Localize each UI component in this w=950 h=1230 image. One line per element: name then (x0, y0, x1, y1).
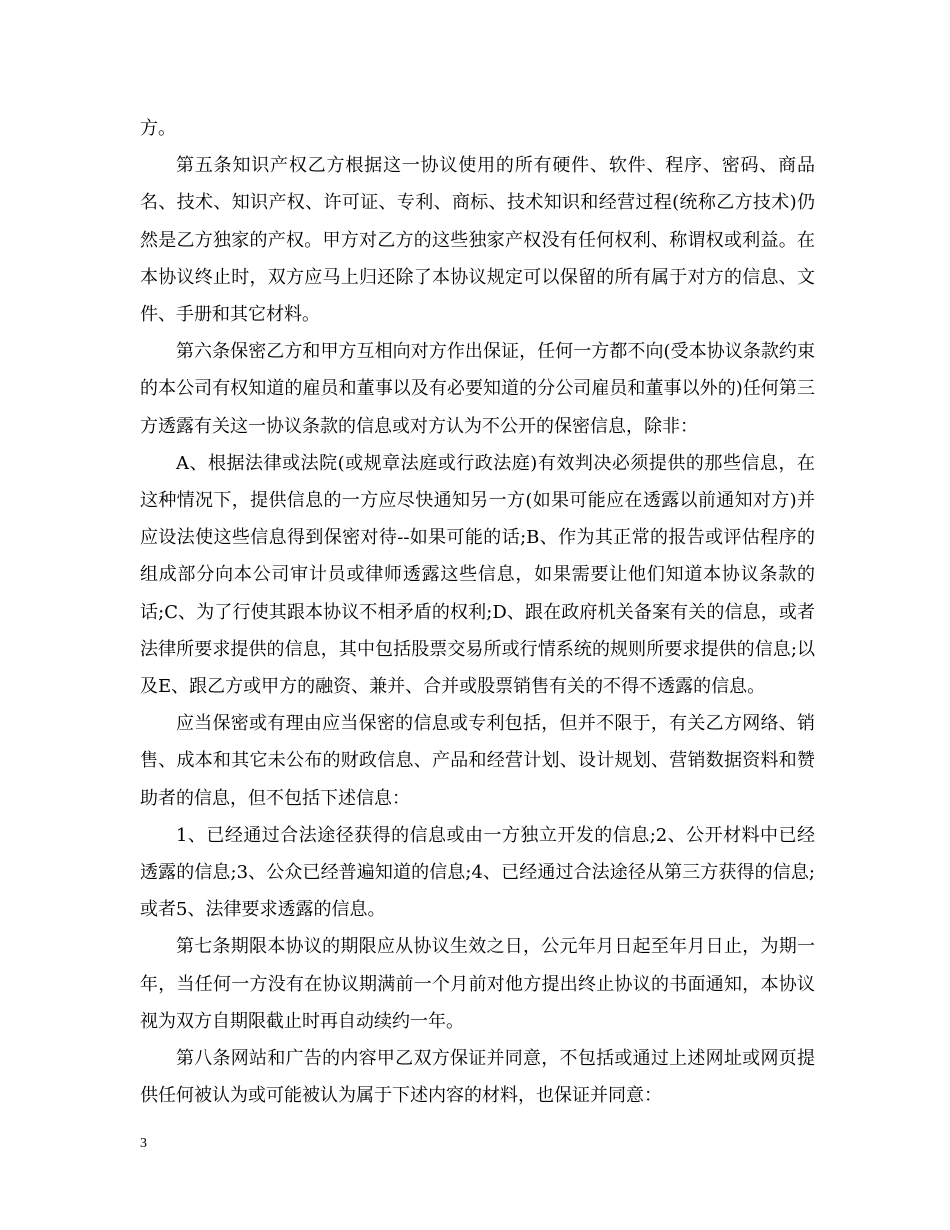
paragraph-article-6-confidentiality: 第六条保密乙方和甲方互相向对方作出保证，任何一方都不向(受本协议条款约束的本公司有权知道的雇员和董事以及有必要知道的分公司雇员和董事以外的)任何第三方透露有关这一协议条款的信息或对方认为不公开的保密信息，除非： (140, 341, 815, 437)
paragraph-confidential-information-scope: 应当保密或有理由应当保密的信息或专利包括，但并不限于，有关乙方网络、销售、成本和其它未公布的财政信息、产品和经营计划、设计规划、营销数据资料和赞助者的信息，但不包括下述信息： (140, 713, 815, 809)
paragraph-article-5-intellectual-property: 第五条知识产权乙方根据这一协议使用的所有硬件、软件、程序、密码、商品名、技术、知识产权、许可证、专利、商标、技术知识和经营过程(统称乙方技术)仍然是乙方独家的产权。甲方对乙方的这些独家产权没有任何权利、称谓权或利益。在本协议终止时，双方应马上归还除了本协议规定可以保留的所有属于对方的信息、文件、手册和其它材料。 (140, 155, 815, 326)
page-number: 3 (140, 1136, 147, 1151)
paragraph-excluded-information: 1、已经通过合法途径获得的信息或由一方独立开发的信息;2、公开材料中已经透露的信息;3、公众已经普遍知道的信息;4、已经通过合法途径从第三方获得的信息;或者5、法律要求透露的信息。 (140, 824, 815, 921)
document-body (140, 110, 815, 1114)
paragraph-article-8-website-content: 第八条网站和广告的内容甲乙双方保证并同意，不包括或通过上述网址或网页提供任何被认为或可能被认为属于下述内容的材料，也保证并同意： (140, 1048, 815, 1107)
paragraph-article-7-term: 第七条期限本协议的期限应从协议生效之日，公元年月日起至年月日止，为期一年，当任何一方没有在协议期满前一个月前对他方提出终止协议的书面通知，本协议视为双方自期限截止时再自动续约一年。 (140, 936, 815, 1032)
paragraph-continuation: 方。 (140, 118, 176, 139)
paragraph-confidentiality-exceptions: A、根据法律或法院(或规章法庭或行政法庭)有效判决必须提供的那些信息，在这种情况下，提供信息的一方应尽快通知另一方(如果可能应在透露以前通知对方)并应设法使这些信息得到保密对待--如果可能的话;B、作为其正常的报告或评估程序的组成部分向本公司审计员或律师透露这些信息，如果需要让他们知道本协议条款的话;C、为了行使其跟本协议不相矛盾的权利;D、跟在政府机关备案有关的信息，或者法律所要求提供的信息，其中包括股票交易所或行情系统的规则所要求提供的信息;以及E、跟乙方或甲方的融资、兼并、合并或股票销售有关的不得不透露的信息。 (140, 452, 815, 698)
